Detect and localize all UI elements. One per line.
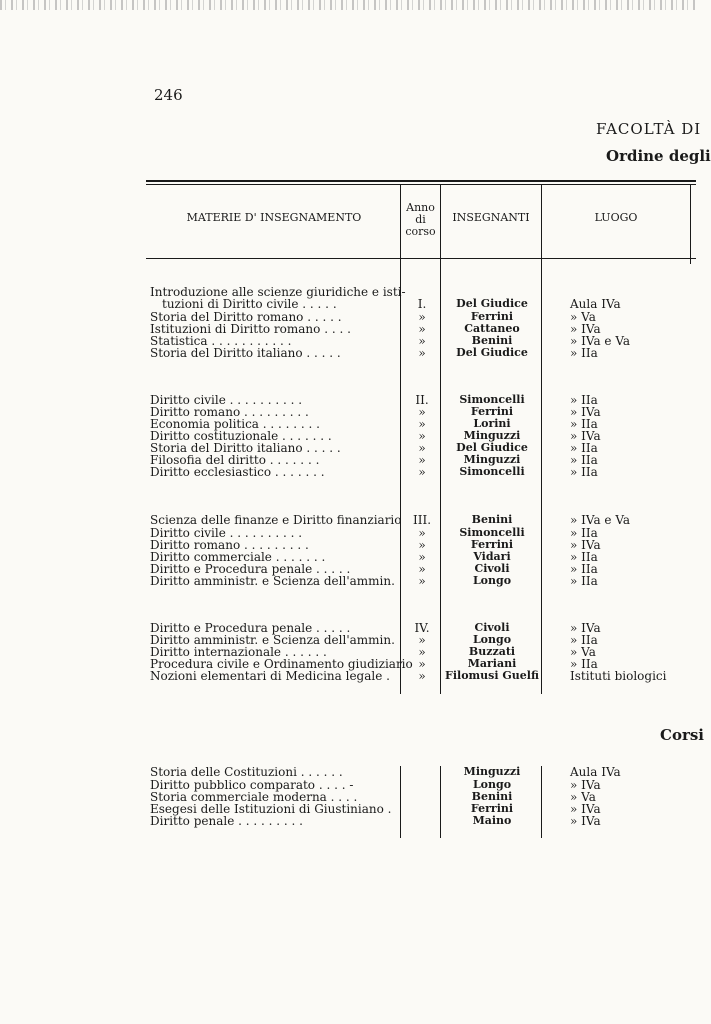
year-cell: »	[418, 322, 426, 336]
corsi-heading: Corsi	[660, 726, 704, 744]
subject-cell: Esegesi delle Istituzioni di Giustiniano .	[150, 802, 392, 816]
place-cell: » IIa	[570, 657, 598, 671]
place-cell: Istituti biologici	[570, 669, 667, 683]
teacher-cell: Del Giudice	[456, 346, 528, 359]
place-cell: » IIa	[570, 550, 598, 564]
year-cell: »	[418, 310, 426, 324]
table-row	[0, 347, 696, 359]
subject-cell: Diritto penale . . . . . . . . .	[150, 814, 303, 828]
place-cell: » Va	[570, 790, 596, 804]
year-cell: »	[418, 441, 426, 455]
subject-cell: Introduzione alle scienze giuridiche e isti-	[150, 285, 406, 299]
table-top-rule-thin	[146, 184, 696, 185]
place-cell: » IVa	[570, 538, 601, 552]
place-cell: » IIa	[570, 441, 598, 455]
place-cell: » IVa	[570, 405, 601, 419]
place-cell: » IIa	[570, 465, 598, 479]
place-cell: » IVa e Va	[570, 513, 631, 527]
subject-cell: Diritto civile . . . . . . . . . .	[150, 393, 303, 407]
place-cell: » IIa	[570, 393, 598, 407]
subject-cell: Diritto amministr. e Scienza dell'ammin.	[150, 633, 395, 647]
teacher-cell: Ferrini	[470, 310, 514, 323]
column-divider-4	[690, 184, 691, 264]
teacher-cell: Del Giudice	[456, 441, 528, 454]
year-cell: »	[418, 633, 426, 647]
place-cell: » IVa e Va	[570, 334, 631, 348]
teacher-cell: Benini	[471, 513, 513, 526]
teacher-cell: Vidari	[473, 550, 511, 563]
subject-cell: Diritto amministr. e Scienza dell'ammin.	[150, 574, 395, 588]
page-number: 246	[154, 86, 183, 104]
subject-cell: Nozioni elementari di Medicina legale .	[150, 669, 390, 683]
table-row	[0, 815, 696, 827]
year-cell: »	[418, 346, 426, 360]
teacher-cell: Ferrini	[470, 538, 514, 551]
year-cell: »	[418, 453, 426, 467]
teacher-cell: Maino	[472, 814, 512, 827]
year-cell: »	[418, 465, 426, 479]
subject-cell: Diritto commerciale . . . . . . .	[150, 550, 326, 564]
teacher-cell: Simoncelli	[459, 393, 525, 406]
teacher-cell: Minguzzi	[463, 453, 521, 466]
teacher-cell: Benini	[471, 334, 513, 347]
place-cell: » IVa	[570, 814, 601, 828]
subject-cell: tuzioni di Diritto civile . . . . .	[162, 297, 337, 311]
header-subjects: MATERIE D' INSEGNAMENTO	[186, 211, 362, 224]
year-cell: II.	[415, 393, 429, 407]
subject-cell: Diritto costituzionale . . . . . . .	[150, 429, 332, 443]
table-row	[0, 766, 696, 778]
teacher-cell: Civoli	[474, 621, 510, 634]
year-cell: I.	[417, 297, 427, 311]
subject-cell: Istituzioni di Diritto romano . . . .	[150, 322, 351, 336]
year-cell: »	[418, 562, 426, 576]
year-cell: »	[418, 429, 426, 443]
teacher-cell: Ferrini	[470, 405, 514, 418]
year-cell: »	[418, 550, 426, 564]
subject-cell: Diritto e Procedura penale . . . . .	[150, 621, 351, 635]
teacher-cell: Cattaneo	[464, 322, 520, 335]
place-cell: » IIa	[570, 453, 598, 467]
header-year-line2: di	[415, 213, 426, 226]
teacher-cell: Longo	[472, 633, 512, 646]
table-row	[0, 466, 696, 478]
scan-edge-noise	[0, 0, 696, 10]
place-cell: » Va	[570, 310, 596, 324]
subject-cell: Storia del Diritto italiano . . . . .	[150, 441, 341, 455]
subject-cell: Economia politica . . . . . . . .	[150, 417, 320, 431]
place-cell: » Va	[570, 645, 596, 659]
place-cell: Aula IVa	[570, 297, 621, 311]
year-cell: »	[418, 645, 426, 659]
place-cell: » IIa	[570, 346, 598, 360]
table-row	[0, 575, 696, 587]
subject-cell: Diritto e Procedura penale . . . . .	[150, 562, 351, 576]
place-cell: Aula IVa	[570, 765, 621, 779]
header-place: LUOGO	[594, 211, 638, 224]
teacher-cell: Longo	[472, 574, 512, 587]
teacher-cell: Ferrini	[470, 802, 514, 815]
teacher-cell: Minguzzi	[463, 765, 521, 778]
subject-cell: Diritto civile . . . . . . . . . .	[150, 526, 303, 540]
teacher-cell: Civoli	[474, 562, 510, 575]
subject-cell: Storia commerciale moderna . . . .	[150, 790, 358, 804]
place-cell: » IIa	[570, 417, 598, 431]
subject-cell: Storia del Diritto italiano . . . . .	[150, 346, 341, 360]
teacher-cell: Longo	[472, 778, 512, 791]
year-cell: »	[418, 526, 426, 540]
subject-cell: Filosofia del diritto . . . . . . .	[150, 453, 320, 467]
table-row	[0, 298, 696, 310]
order-subheading: Ordine degli	[606, 147, 711, 165]
year-cell: III.	[412, 513, 432, 527]
place-cell: » IVa	[570, 322, 601, 336]
faculty-heading: FACOLTÀ DI	[596, 120, 702, 138]
header-year-line3: corso	[405, 225, 436, 238]
subject-cell: Scienza delle finanze e Diritto finanziario	[150, 513, 402, 527]
teacher-cell: Lorini	[473, 417, 511, 430]
year-cell: »	[418, 334, 426, 348]
teacher-cell: Benini	[471, 790, 513, 803]
table-row	[0, 514, 696, 526]
teacher-cell: Buzzati	[468, 645, 516, 658]
year-cell: »	[418, 657, 426, 671]
teacher-cell: Minguzzi	[463, 429, 521, 442]
header-bottom-rule	[146, 258, 696, 259]
place-cell: » IIa	[570, 574, 598, 588]
place-cell: » IVa	[570, 802, 601, 816]
subject-cell: Diritto romano . . . . . . . . .	[150, 538, 309, 552]
subject-cell: Diritto pubblico comparato . . . . -	[150, 778, 354, 792]
place-cell: » IIa	[570, 526, 598, 540]
place-cell: » IVa	[570, 778, 601, 792]
header-year-line1: Anno	[406, 201, 435, 214]
teacher-cell: Filomusi Guelfi	[445, 669, 539, 682]
subject-cell: Diritto ecclesiastico . . . . . . .	[150, 465, 325, 479]
header-year	[401, 202, 440, 238]
year-cell: »	[418, 417, 426, 431]
teacher-cell: Simoncelli	[459, 526, 525, 539]
place-cell: » IVa	[570, 429, 601, 443]
subject-cell: Storia delle Costituzioni . . . . . .	[150, 765, 343, 779]
year-cell: »	[418, 669, 426, 683]
place-cell: » IVa	[570, 621, 601, 635]
year-cell: »	[418, 538, 426, 552]
table-top-rule	[146, 180, 696, 182]
subject-cell: Statistica . . . . . . . . . . .	[150, 334, 292, 348]
table-row	[0, 670, 696, 682]
place-cell: » IIa	[570, 633, 598, 647]
teacher-cell: Mariani	[467, 657, 517, 670]
year-cell: »	[418, 405, 426, 419]
teacher-cell: Del Giudice	[456, 297, 528, 310]
place-cell: » IIa	[570, 562, 598, 576]
year-cell: »	[418, 574, 426, 588]
header-teachers: INSEGNANTI	[452, 211, 530, 224]
subject-cell: Procedura civile e Ordinamento giudiziario	[150, 657, 413, 671]
subject-cell: Diritto romano . . . . . . . . .	[150, 405, 309, 419]
subject-cell: Diritto internazionale . . . . . .	[150, 645, 327, 659]
year-cell: IV.	[414, 621, 430, 635]
subject-cell: Storia del Diritto romano . . . . .	[150, 310, 342, 324]
teacher-cell: Simoncelli	[459, 465, 525, 478]
